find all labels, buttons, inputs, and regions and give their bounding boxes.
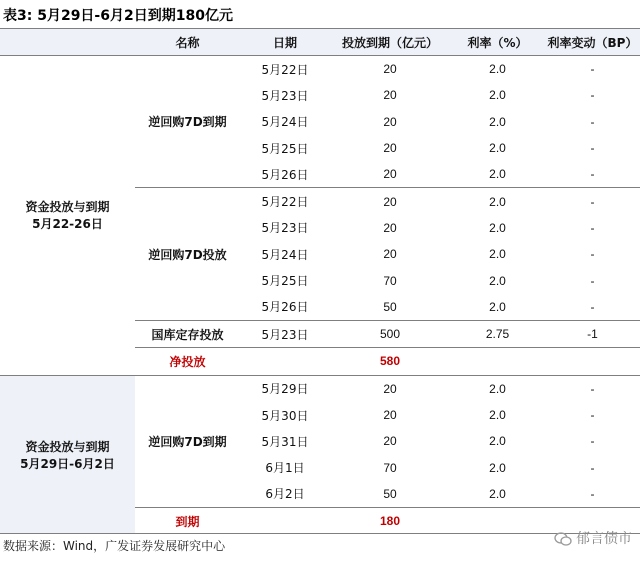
- block-name: 逆回购7D投放: [135, 188, 240, 320]
- total-rate-blank: [450, 508, 545, 535]
- date-cell: 5月24日: [261, 247, 309, 262]
- date-cell: 5月23日: [261, 221, 309, 236]
- amount-cell: 50: [383, 299, 397, 314]
- change-cell: -: [590, 247, 595, 262]
- rate-cell: 2.0: [489, 434, 506, 449]
- change-cell: -: [590, 141, 595, 156]
- change-cell: -: [545, 375, 640, 402]
- rate-cell: 2.0: [489, 486, 506, 501]
- change-cell: -: [590, 460, 595, 475]
- rate-cell: 2.0: [489, 141, 506, 156]
- table-header-row: [0, 29, 640, 56]
- watermark-text: 郁言债市: [576, 531, 632, 547]
- block-name: 国库定存投放: [135, 320, 240, 347]
- date-cell: 5月25日: [261, 274, 309, 289]
- amount-cell: 20: [383, 247, 397, 262]
- change-cell: -1: [545, 320, 640, 347]
- rate-cell: 2.0: [450, 188, 545, 215]
- table-row: [0, 56, 640, 83]
- change-cell: -: [590, 114, 595, 129]
- date-cell: 5月31日: [261, 434, 309, 449]
- rate-cell: 2.0: [450, 375, 545, 402]
- amount-cell: 20: [383, 408, 397, 422]
- amount-cell: 50: [383, 486, 397, 501]
- amount-cell: 500: [330, 320, 450, 347]
- group-label-line2: 5月22-26日: [32, 217, 103, 232]
- group-label-line2: 5月29日-6月2日: [20, 456, 115, 471]
- net-change-blank: [545, 348, 640, 375]
- rate-cell: 2.0: [489, 114, 506, 129]
- amount-cell: 20: [330, 375, 450, 402]
- header-name: 名称: [135, 29, 240, 56]
- change-cell: -: [590, 220, 595, 235]
- net-date-blank: [240, 348, 330, 375]
- date-cell: 5月23日: [261, 88, 309, 103]
- group-1-label: [0, 56, 135, 376]
- amount-cell: 70: [383, 460, 397, 475]
- date-cell: 5月26日: [261, 167, 309, 182]
- amount-cell: 20: [383, 88, 397, 103]
- group-2: [0, 375, 640, 534]
- group-label-line1: 资金投放与到期: [25, 439, 110, 454]
- change-cell: -: [590, 486, 595, 501]
- amount-cell: 20: [383, 167, 397, 182]
- header-blank: [0, 29, 135, 56]
- header-rate-change: 利率变动（BP）: [545, 29, 640, 56]
- group-label-line1: 资金投放与到期: [25, 200, 110, 215]
- date-cell: 5月22日: [240, 56, 330, 83]
- date-cell: 6月1日: [265, 461, 305, 476]
- rate-cell: 2.0: [489, 247, 506, 262]
- amount-cell: 20: [383, 114, 397, 129]
- total-amount: 180: [330, 508, 450, 535]
- net-rate-blank: [450, 348, 545, 375]
- table-title: 表3: 5月29日-6月2日到期180亿元: [3, 8, 233, 24]
- group-1: [0, 56, 640, 376]
- rate-cell: 2.0: [450, 56, 545, 83]
- watermark: [554, 528, 632, 548]
- change-cell: -: [590, 299, 595, 314]
- rate-cell: 2.0: [489, 460, 506, 475]
- chat-bubble-icon: [554, 531, 572, 547]
- rate-cell: 2.0: [489, 220, 506, 235]
- amount-cell: 70: [383, 273, 397, 288]
- change-cell: -: [590, 88, 595, 103]
- change-cell: -: [590, 273, 595, 288]
- header-date: 日期: [240, 29, 330, 56]
- rate-cell: 2.75: [450, 320, 545, 347]
- date-cell: 5月29日: [240, 375, 330, 402]
- header-amount: 投放到期（亿元）: [330, 29, 450, 56]
- date-cell: 5月25日: [261, 141, 309, 156]
- change-cell: -: [545, 56, 640, 83]
- table-row: [0, 375, 640, 402]
- rate-cell: 2.0: [489, 408, 506, 422]
- amount-cell: 20: [330, 56, 450, 83]
- amount-cell: 20: [330, 188, 450, 215]
- change-cell: -: [590, 434, 595, 449]
- rate-cell: 2.0: [489, 167, 506, 182]
- net-label: 净投放: [135, 348, 240, 375]
- date-cell: 6月2日: [265, 487, 305, 502]
- date-cell: 5月23日: [240, 320, 330, 347]
- date-cell: 5月24日: [261, 115, 309, 130]
- change-cell: -: [545, 188, 640, 215]
- rate-cell: 2.0: [489, 299, 506, 314]
- block-name: 逆回购7D到期: [135, 56, 240, 188]
- date-cell: 5月30日: [261, 408, 309, 423]
- amount-cell: 20: [383, 220, 397, 235]
- date-cell: 5月26日: [261, 300, 309, 315]
- amount-cell: 20: [383, 141, 397, 156]
- block-name: 逆回购7D到期: [135, 375, 240, 507]
- total-date-blank: [240, 508, 330, 535]
- total-label: 到期: [135, 508, 240, 535]
- bottom-rule: [0, 533, 640, 534]
- net-amount: 580: [330, 348, 450, 375]
- rate-cell: 2.0: [489, 273, 506, 288]
- group-2-label: [0, 375, 135, 534]
- amount-cell: 20: [383, 434, 397, 449]
- funds-table: [0, 29, 640, 534]
- change-cell: -: [590, 167, 595, 182]
- date-cell: 5月22日: [240, 188, 330, 215]
- source-note: 数据来源：Wind，广发证券发展研究中心: [3, 539, 226, 553]
- header-rate: 利率（%）: [450, 29, 545, 56]
- change-cell: -: [590, 408, 595, 422]
- rate-cell: 2.0: [489, 88, 506, 103]
